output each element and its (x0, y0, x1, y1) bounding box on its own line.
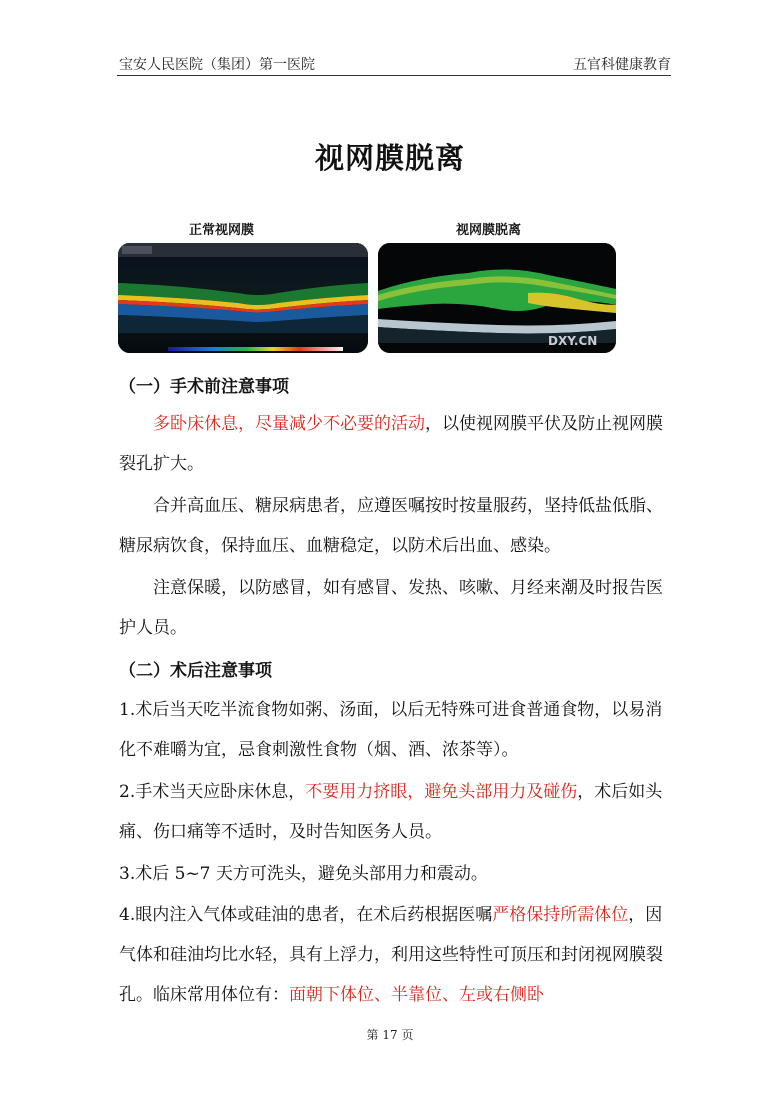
postop-position-text-a: 4.眼内注入气体或硅油的患者，在术后药根据医嘱 (119, 905, 493, 925)
postop-item-position (119, 895, 665, 1015)
preop-paragraph-medication: 合并高血压、糖尿病患者，应遵医嘱按时按量服药，坚持低盐低脂、糖尿病饮食，保持血压、血糖稳定，以防术后出血、感染。 (119, 496, 663, 556)
header-hospital-name: 宝安人民医院（集团）第一医院 (119, 57, 315, 73)
postop-rest-highlight: 不要用力挤眼，避免头部用力及碰伤 (305, 782, 578, 802)
postop-position-highlight-2: 面朝下体位、半靠位、左或右侧卧 (289, 985, 544, 1005)
postop-position-highlight-1: 严格保持所需体位 (492, 905, 629, 925)
postop-item-diet: 1.术后当天吃半流食物如粥、汤面，以后无特殊可进食普通食物，以易消化不难嚼为宜，忌食刺激性食物（烟、酒、浓茶等）。 (119, 700, 663, 760)
preop-rest-text: ，以使视网膜平伏及防止视网膜裂孔扩大。 (119, 414, 663, 474)
detached-retina-oct-image (378, 243, 616, 353)
postop-rest-text-a: 2.手术当天应卧床休息， (119, 782, 306, 802)
preop-paragraph-rest (119, 404, 665, 484)
header-department: 五官科健康教育 (573, 57, 671, 73)
watermark-text: DXY.CN (548, 334, 598, 348)
page-number: 第 17 页 (366, 1028, 414, 1042)
header-rule (117, 75, 671, 76)
page-title: 视网膜脱离 (314, 141, 465, 175)
preop-paragraph-cold: 注意保暖，以防感冒，如有感冒、发热、咳嗽、月经来潮及时报告医护人员。 (119, 578, 663, 638)
section-heading-preop: （一）手术前注意事项 (119, 377, 289, 397)
normal-retina-caption: 正常视网膜 (189, 223, 255, 238)
postop-rest-text-b: ，术后如头痛、伤口痛等不适时，及时告知医务人员。 (119, 782, 663, 842)
postop-item-hairwash: 3.术后 5~7 天方可洗头，避免头部用力和震动。 (119, 864, 488, 884)
normal-retina-oct-image (118, 243, 368, 353)
section-heading-postop: （二）术后注意事项 (119, 661, 272, 681)
preop-highlight-rest: 多卧床休息，尽量减少不必要的活动 (153, 414, 425, 434)
detached-retina-caption: 视网膜脱离 (456, 223, 522, 238)
postop-position-text-b: ，因气体和硅油均比水轻，具有上浮力，利用这些特性可顶压和封闭视网膜裂孔。临床常用体位有： (119, 905, 663, 1005)
postop-item-rest (119, 772, 665, 852)
